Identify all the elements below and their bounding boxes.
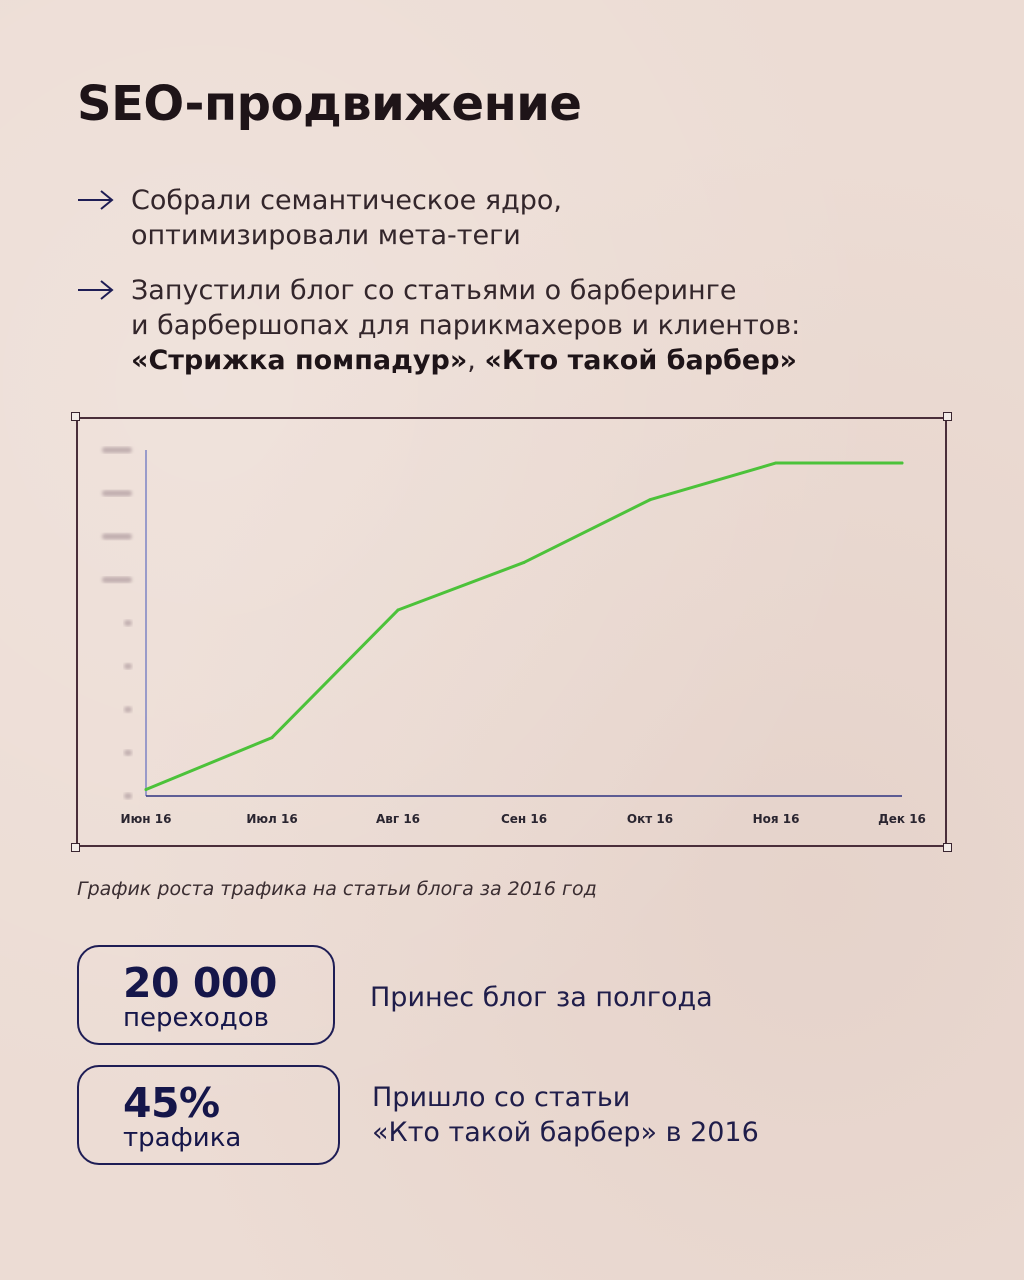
y-tick-label-blurred (102, 447, 132, 453)
bullet-text: и барбершопах для парикмахеров и клиентов: (131, 310, 801, 341)
x-tick-label: Дек 16 (878, 812, 926, 826)
x-tick-label: Окт 16 (626, 812, 674, 826)
frame-handle-bottom-left (71, 843, 80, 852)
stat-unit: переходов (123, 1003, 269, 1033)
frame-handle-top-right (943, 412, 952, 421)
x-tick-label: Июл 16 (246, 812, 298, 826)
separator: , (467, 345, 485, 376)
x-tick-label: Сен 16 (500, 812, 548, 826)
y-tick-label-blurred (124, 663, 132, 669)
x-tick-label: Июн 16 (120, 812, 172, 826)
y-tick-label-blurred (102, 577, 132, 583)
data-point (397, 609, 400, 612)
stat-description (372, 1080, 759, 1150)
bullet-text: Собрали семантическое ядро, (131, 185, 562, 216)
stat-desc-line: Пришло со статьи (372, 1082, 631, 1113)
stat-card (77, 945, 335, 1045)
stat-unit: трафика (123, 1123, 242, 1153)
bullet-text-bold (131, 343, 800, 378)
stat-description (370, 980, 713, 1015)
bullet-text: Запустили блог со статьями о барберинге (131, 275, 737, 306)
frame-handle-top-left (71, 412, 80, 421)
y-tick-label-blurred (124, 707, 132, 713)
y-tick-label-blurred (124, 750, 132, 756)
bullet-text: оптимизировали мета-теги (131, 220, 521, 251)
data-point (145, 788, 148, 791)
data-point (775, 461, 778, 464)
bullet-item (77, 183, 562, 253)
stat-value: 45% (123, 1079, 220, 1127)
bullet-item (77, 273, 800, 378)
stat-card (77, 1065, 340, 1165)
y-tick-label-blurred (124, 620, 132, 626)
data-point (271, 736, 274, 739)
frame-handle-bottom-right (943, 843, 952, 852)
data-point (901, 461, 904, 464)
x-tick-label: Авг 16 (375, 812, 421, 826)
y-tick-label-blurred (102, 490, 132, 496)
data-point (649, 498, 652, 501)
x-tick-label: Ноя 16 (752, 812, 800, 826)
data-point (523, 561, 526, 564)
arrow-right-icon (77, 277, 115, 303)
stat-desc-line: «Кто такой барбер» в 2016 (372, 1117, 759, 1148)
article-title: «Кто такой барбер» (484, 345, 797, 376)
stat-desc-line: Принес блог за полгода (370, 982, 713, 1013)
y-tick-label-blurred (124, 793, 132, 799)
chart-caption: График роста трафика на статьи блога за 2016 год (77, 878, 597, 900)
y-tick-label-blurred (102, 534, 132, 540)
page-title: SEO-продвижение (77, 76, 582, 132)
article-title: «Стрижка помпадур» (131, 345, 468, 376)
stat-value: 20 000 (123, 959, 277, 1007)
traffic-chart (78, 419, 945, 845)
chart-frame (76, 417, 947, 847)
arrow-right-icon (77, 187, 115, 213)
